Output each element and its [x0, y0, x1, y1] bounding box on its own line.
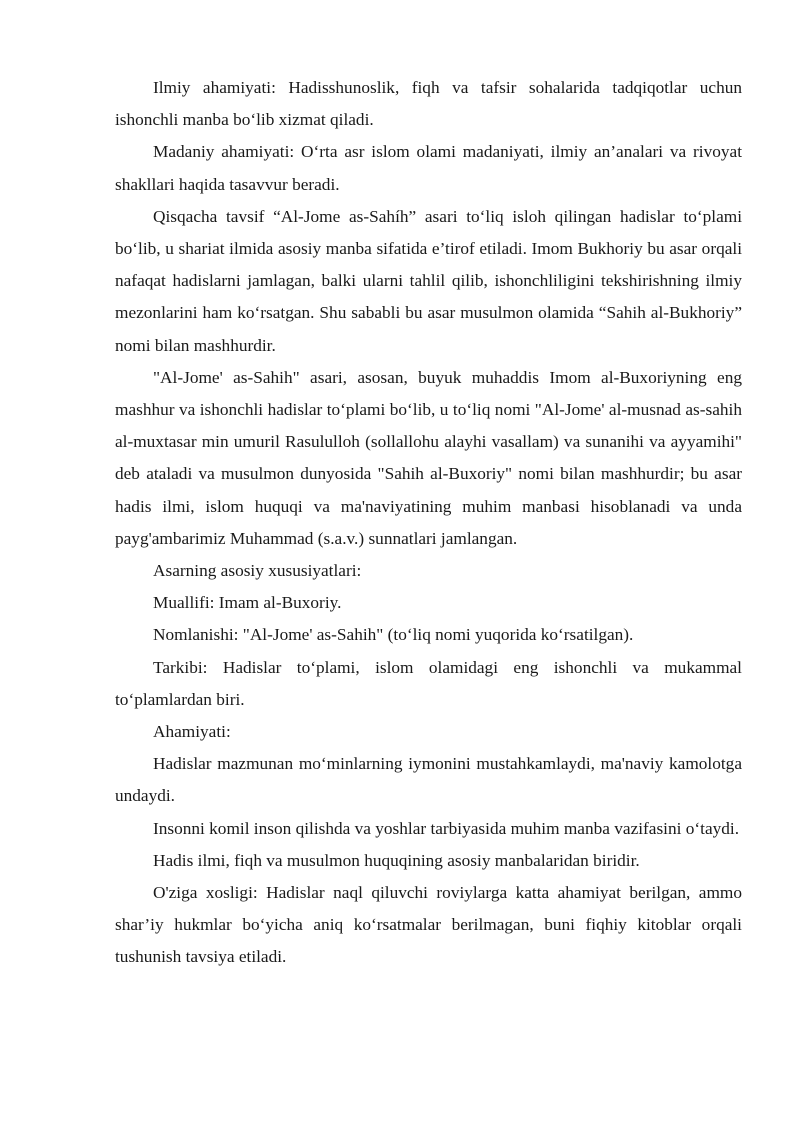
paragraph-main-features-heading: Asarning asosiy xususiyatlari: — [153, 561, 362, 581]
paragraph-faith: Hadislar mazmunan mo‘minlarning iymonini mustahkamlaydi, ma'naviy kamolotga undaydi. — [115, 754, 742, 806]
paragraph-scientific-significance: Ilmiy ahamiyati: Hadisshunoslik, fiqh va tafsir sohalarida tadqiqotlar uchun ishonchli manba bo‘lib xizmat qiladi. — [115, 78, 742, 130]
paragraph-composition: Tarkibi: Hadislar to‘plami, islom olamidagi eng ishonchli va mukammal to‘plamlardan biri. — [115, 657, 742, 709]
paragraph-significance-heading: Ahamiyati: — [153, 722, 231, 742]
paragraph-author: Muallifi: Imam al-Buxoriy. — [153, 593, 342, 613]
paragraph-short-description: Qisqacha tavsif “Al-Jome as-Sahíh” asari to‘liq isloh qilingan hadislar to‘plami bo‘lib, u shariat ilmida asosiy manba sifatida e’tirof etiladi. Imom Bukhoriy bu asar orqali nafaqat hadislarni jamlagan, balki ularni tahlil qilib, ishonchliligini tekshirishning ilmiy mezonlarini ham ko‘rsatgan. Shu sababli bu asar musulmon olamida “Sahih al-Bukhoriy” nomi bilan mashhurdir. — [115, 206, 742, 355]
document-page — [115, 72, 742, 974]
paragraph-youth-education: Insonni komil inson qilishda va yoshlar tarbiyasida muhim manba vazifasini o‘taydi. — [153, 818, 740, 838]
paragraph-main-sources: Hadis ilmi, fiqh va musulmon huquqining asosiy manbalaridan biridir. — [153, 850, 640, 870]
paragraph-al-jome-as-sahih: "Al-Jome' as-Sahih" asari, asosan, buyuk muhaddis Imom al-Buxoriyning eng mashhur va ishonchli hadislar to‘plami bo‘lib, u to‘liq nomi "Al-Jome' al-musnad as-sahih al-muxtasar min umuril Rasululloh (sollallohu alayhi vasallam) va sunanihi va ayyamihi" deb ataladi va musulmon dunyosida "Sahih al-Buxoriy" nomi bilan mashhurdir; bu asar hadis ilmi, islom huquqi va ma'naviyatining muhim manbasi hisoblanadi va unda payg'ambarimiz Muhammad (s.a.v.) sunnatlari jamlangan. — [115, 367, 742, 548]
paragraph-peculiarity: O'ziga xosligi: Hadislar naql qiluvchi roviylarga katta ahamiyat berilgan, ammo shar’iy hukmlar bo‘yicha aniq ko‘rsatmalar berilmagan, buni fiqhiy kitoblar orqali tushunish tavsiya etiladi. — [115, 883, 742, 967]
paragraph-cultural-significance: Madaniy ahamiyati: O‘rta asr islom olami madaniyati, ilmiy an’analari va rivoyat shakllari haqida tasavvur beradi. — [115, 142, 742, 194]
paragraph-title: Nomlanishi: "Al-Jome' as-Sahih" (to‘liq nomi yuqorida ko‘rsatilgan). — [153, 625, 634, 645]
